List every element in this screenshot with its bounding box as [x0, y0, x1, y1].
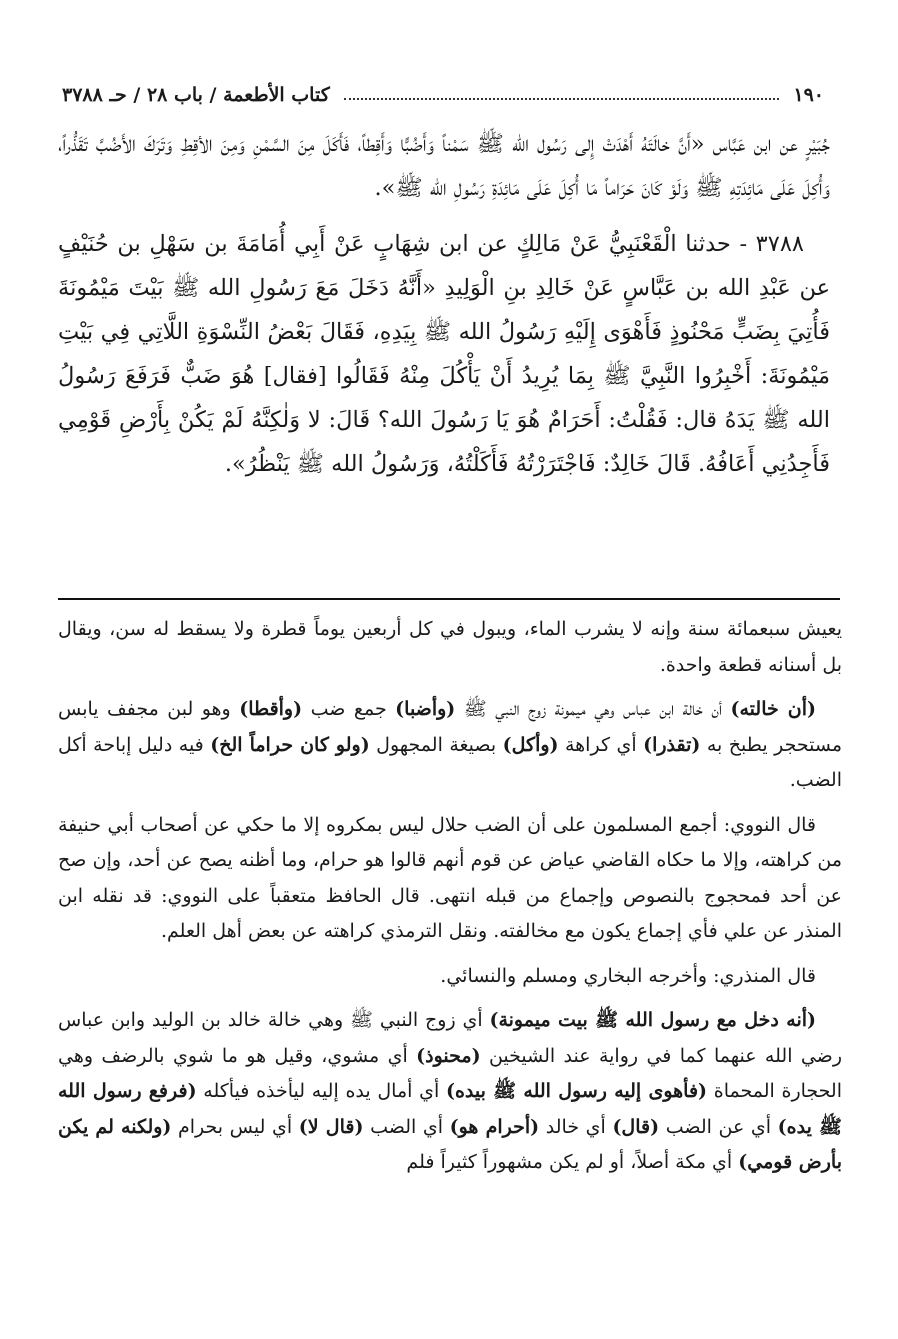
hadith-3788: ٣٧٨٨ - حدثنا الْقَعْنَبِيُّ عَنْ مَالِكٍ عن ابن شِهَابٍ عَنْ أَبِي أُمَامَةَ بن سَهْلِ بن حُنَيْفٍ عن عَبْدِ الله بن عَبَّاسٍ عَنْ خَالِدِ بنِ الْوَلِيدِ «أَنَّهُ دَخَلَ مَعَ رَسُولِ الله ﷺ بَيْتَ مَيْمُونَةَ فَأُتِيَ بِضَبٍّ مَحْنُوذٍ فَأَهْوَى إِلَيْهِ رَسُولُ الله ﷺ بِيَدِهِ، فَقَالَ بَعْضُ النِّسْوَةِ اللَّاتِي فِي بَيْتِ مَيْمُونَةَ: أَخْبِرُوا النَّبِيَّ ﷺ بِمَا يُرِيدُ أَنْ يَأْكُلَ مِنْهُ فَقَالُوا [فقال] هُوَ ضَبٌّ فَرَفَعَ رَسُولُ الله ﷺ يَدَهُ قال: فَقُلْتُ: أَحَرَامٌ هُوَ يَا رَسُولَ الله؟ قَالَ: لا وَلٰكِنَّهُ لَمْ يَكُنْ بِأَرْضِ قَوْمِي فَأَجِدُنِي أَعَافُهُ. قَالَ خَالِدٌ: فَاجْتَرَرْتُهُ فَأَكَلْتُهُ، وَرَسُولُ الله ﷺ يَنْظُرُ». [58, 231, 830, 477]
hadith-text [58, 122, 830, 486]
commentary-text: أي خالد [539, 1115, 613, 1138]
commentary-text: أي ليس بحرام [171, 1115, 299, 1138]
commentary-text: وهو لبن مجفف يابس مستحجر يطبخ به [58, 698, 842, 756]
hadith-continuation: جُبَيْرٍ عن ابن عَبَّاس «أَنَّ خالَتَهُ أَهْدَتْ إِلى رَسُول الله ﷺ سَمْناً وَأَضُبًّا وَأَقِطاً، فَأَكَلَ مِنَ السَّمْنِ وَمِنَ الأقِطِ وَتَرَكَ الأَضُبَّ تَقَذُّراً، وَأُكِلَ عَلَى مَائِدَتِهِ ﷺ وَلَوْ كَانَ حَرَاماً مَا أُكِلَ عَلَى مَائِدَةِ رَسُولِ الله ﷺ». [58, 131, 830, 201]
bold-lemma: (تقذرا) [643, 733, 701, 756]
bold-lemma: (وأقطا) [239, 698, 303, 720]
footnote-divider [58, 598, 840, 600]
commentary-text: أي كراهة [558, 733, 644, 756]
commentary-text: أي الضب [363, 1115, 450, 1138]
running-header [62, 80, 824, 110]
commentary-paragraph: قال المنذري: وأخرجه البخاري ومسلم والنسائي. [440, 964, 816, 987]
bold-lemma: (قال) [612, 1115, 660, 1138]
commentary-paragraph [58, 1003, 842, 1181]
bold-lemma: (قال لا) [298, 1115, 364, 1138]
commentary-text: أن خالة ابن عباس وهي ميمونة زوج النبي ﷺ [455, 698, 731, 720]
commentary-text: أي مشوي، وقيل هو ما شوي بالرضف وهي الحجارة المحماة [58, 1044, 843, 1102]
commentary-text: أي زوج النبي ﷺ وهي خالة خالد بن الوليد وابن عباس رضي الله عنهما كما في رواية عند الشيخين [58, 1009, 842, 1067]
bold-lemma: (ولو كان حراماً الخ) [210, 733, 370, 756]
header-dotted-leader [344, 98, 780, 100]
commentary-paragraph: يعيش سبعمائة سنة وإنه لا يشرب الماء، ويبول في كل أربعين يوماً قطرة ولا يسقط له سن، ويقال بل أسنانه قطعة واحدة. [58, 618, 842, 676]
commentary-text: فيه دليل إباحة أكل الضب. [58, 733, 842, 791]
bold-lemma: (وأكل) [502, 733, 559, 756]
commentary-text: جمع ضب [302, 698, 396, 720]
bold-lemma: (وأضبا) [395, 698, 456, 720]
commentary-text: بصيغة المجهول [369, 733, 503, 756]
bold-lemma: (فأهوى إليه رسول الله ﷺ بيده) [445, 1080, 708, 1102]
commentary [58, 612, 842, 1181]
bold-lemma: (محنوذ) [416, 1044, 481, 1067]
bold-lemma: (أنه دخل مع رسول الله ﷺ بيت ميمونة) [489, 1009, 817, 1031]
commentary-text: أي أمال يده إليه ليأخذه فيأكله [196, 1080, 446, 1102]
bold-lemma: (أحرام هو) [449, 1115, 540, 1138]
commentary-paragraph [58, 692, 842, 799]
bold-lemma: (ولكنه لم يكن بأرض قومي) [58, 1115, 842, 1173]
commentary-text: أي مكة أصلاً، أو لم يكن مشهوراً كثيراً فلم [406, 1151, 739, 1173]
bold-lemma: (فرفع رسول الله ﷺ يده) [58, 1080, 842, 1138]
bold-lemma: (أن خالته) [730, 698, 817, 720]
header-title: كتاب الأطعمة / باب ٢٨ / حـ ٣٧٨٨ [62, 84, 330, 106]
page-number: ١٩٠ [793, 84, 824, 106]
commentary-text: أي عن الضب [659, 1115, 778, 1138]
commentary-paragraph: قال النووي: أجمع المسلمون على أن الضب حلال ليس بمكروه إلا ما حكي عن أصحاب أبي حنيفة من كراهته، وإلا ما حكاه القاضي عياض عن قوم أنهم قالوا هو حرام، وما أظنه يصح عن أحد، وإن صح عن أحد فمحجوج بالنصوص وإجماع من قبله انتهى. قال الحافظ متعقباً على النووي: قد نقله ابن المنذر عن علي فأي إجماع يكون مع مخالفته. ونقل الترمذي كراهته عن بعض أهل العلم. [58, 813, 842, 942]
